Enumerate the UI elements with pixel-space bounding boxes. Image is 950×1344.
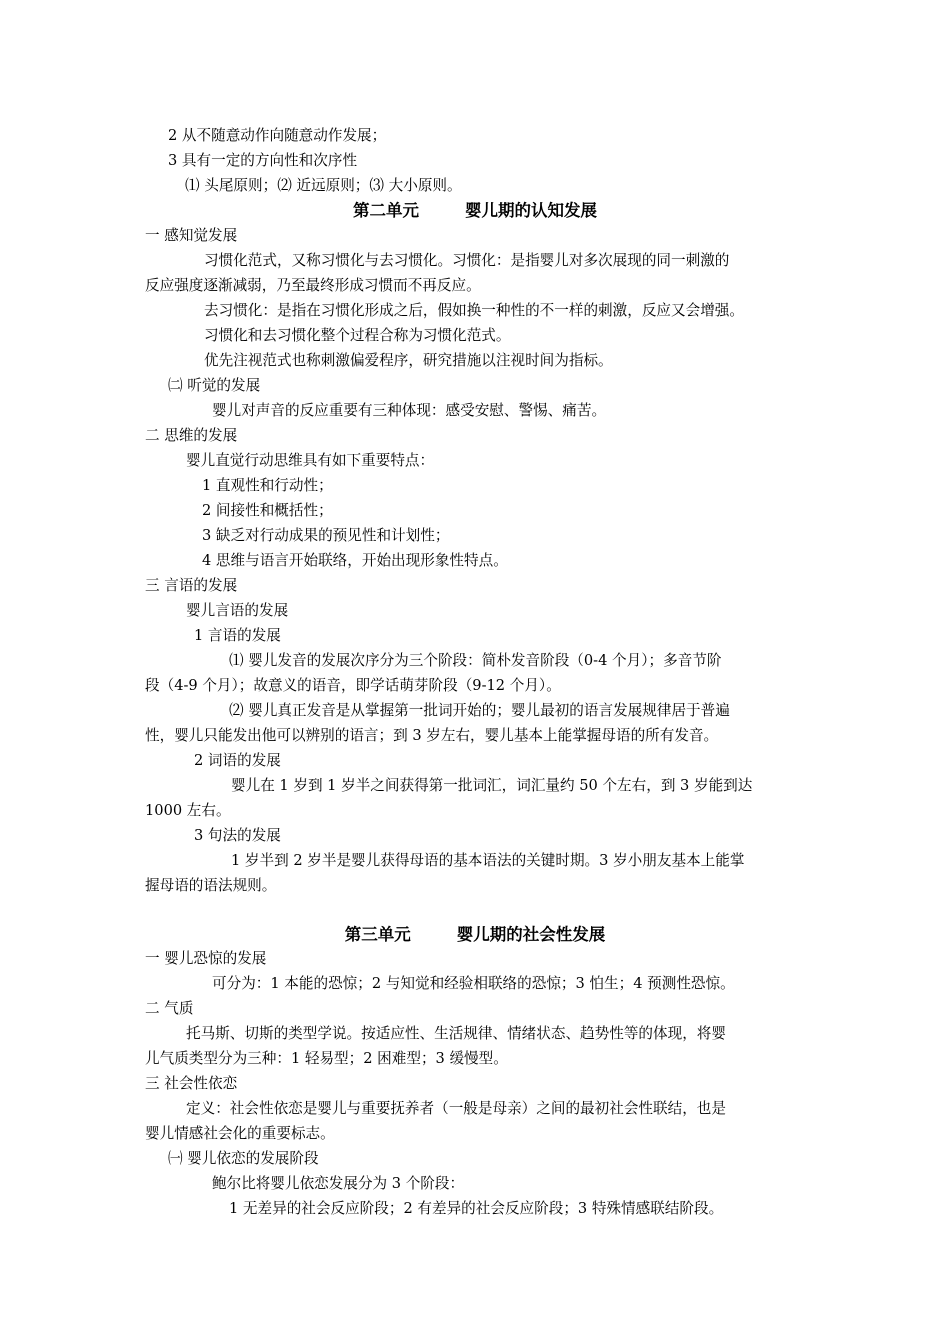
paragraph-line: 去习惯化：是指在习惯化形成之后，假如换一种性的不一样的刺激，反应又会增强。	[204, 302, 744, 319]
section-heading: 二 思维的发展	[145, 427, 238, 444]
text-line: 3 具有一定的方向性和次序性	[168, 152, 358, 169]
text-line: ⑴ 头尾原则；⑵ 近远原则；⑶ 大小原则。	[185, 177, 462, 194]
paragraph-line: 习惯化范式，又称习惯化与去习惯化。习惯化：是指婴儿对多次展现的同一刺激的	[204, 252, 730, 269]
subsection-heading: 2 词语的发展	[194, 752, 281, 769]
unit3-heading-title: 婴儿期的社会性发展	[456, 925, 606, 944]
paragraph-line: 托马斯、切斯的类型学说。按适应性、生活规律、情绪状态、趋势性等的体现，将婴	[186, 1025, 726, 1042]
subsection-heading: ㈡ 听觉的发展	[168, 377, 261, 394]
subsection-heading: 1 言语的发展	[194, 627, 281, 644]
paragraph-line: 儿气质类型分为三种：1 轻易型；2 困难型；3 缓慢型。	[145, 1050, 508, 1067]
paragraph-line: 段（4-9 个月）；故意义的语音，即学话萌芽阶段（9-12 个月）。	[145, 677, 561, 694]
list-item: 1 直观性和行动性；	[202, 477, 333, 494]
text-line: 2 从不随意动作向随意动作发展；	[168, 127, 387, 144]
unit3-heading	[0, 925, 950, 945]
paragraph-line: 习惯化和去习惯化整个过程合称为习惯化范式。	[204, 327, 511, 344]
paragraph-line: ⑴ 婴儿发音的发展次序分为三个阶段：简朴发音阶段（0-4 个月）；多音节阶	[229, 652, 722, 669]
section-heading: 三 社会性依恋	[145, 1075, 238, 1092]
subsection-heading: ㈠ 婴儿依恋的发展阶段	[168, 1150, 319, 1167]
section-heading: 一 婴儿恐惊的发展	[145, 950, 267, 967]
paragraph-line: 婴儿情感社会化的重要标志。	[145, 1125, 335, 1142]
list-item: 1 无差异的社会反应阶段；2 有差异的社会反应阶段；3 特殊情感联结阶段。	[229, 1200, 724, 1217]
list-item: 4 思维与语言开始联络，开始出现形象性特点。	[202, 552, 508, 569]
unit2-heading-number: 第二单元	[353, 201, 419, 220]
subsection-heading: 3 句法的发展	[194, 827, 281, 844]
paragraph-line: 婴儿对声音的反应重要有三种体现：感受安慰、警惕、痛苦。	[212, 402, 607, 419]
unit2-heading	[0, 201, 950, 221]
paragraph-line: 婴儿言语的发展	[186, 602, 289, 619]
list-item: 3 缺乏对行动成果的预见性和计划性；	[202, 527, 450, 544]
paragraph-line: 1000 左右。	[145, 802, 231, 819]
paragraph-line: 握母语的语法规则。	[145, 877, 277, 894]
section-heading: 三 言语的发展	[145, 577, 238, 594]
section-heading: 一 感知觉发展	[145, 227, 238, 244]
paragraph-line: 优先注视范式也称刺激偏爱程序，研究措施以注视时间为指标。	[204, 352, 613, 369]
paragraph-line: 性，婴儿只能发出他可以辨别的语言；到 3 岁左右，婴儿基本上能掌握母语的所有发音。	[145, 727, 719, 744]
paragraph-line: 可分为：1 本能的恐惊；2 与知觉和经验相联络的恐惊；3 怕生；4 预测性恐惊。	[212, 975, 735, 992]
paragraph-line: ⑵ 婴儿真正发音是从掌握第一批词开始的；婴儿最初的语言发展规律居于普遍	[229, 702, 730, 719]
paragraph-line: 婴儿在 1 岁到 1 岁半之间获得第一批词汇，词汇量约 50 个左右，到 3 岁能到达	[231, 777, 753, 794]
paragraph-line: 反应强度逐渐减弱，乃至最终形成习惯而不再反应。	[145, 277, 481, 294]
unit2-heading-title: 婴儿期的认知发展	[465, 201, 597, 220]
list-item: 2 间接性和概括性；	[202, 502, 333, 519]
unit3-heading-number: 第三单元	[344, 925, 411, 944]
paragraph-line: 婴儿直觉行动思维具有如下重要特点：	[186, 452, 435, 469]
section-heading: 二 气质	[145, 1000, 194, 1017]
paragraph-line: 定义：社会性依恋是婴儿与重要抚养者（一般是母亲）之间的最初社会性联结，也是	[186, 1100, 726, 1117]
paragraph-line: 1 岁半到 2 岁半是婴儿获得母语的基本语法的关键时期。3 岁小朋友基本上能掌	[231, 852, 745, 869]
paragraph-line: 鲍尔比将婴儿依恋发展分为 3 个阶段：	[212, 1175, 465, 1192]
